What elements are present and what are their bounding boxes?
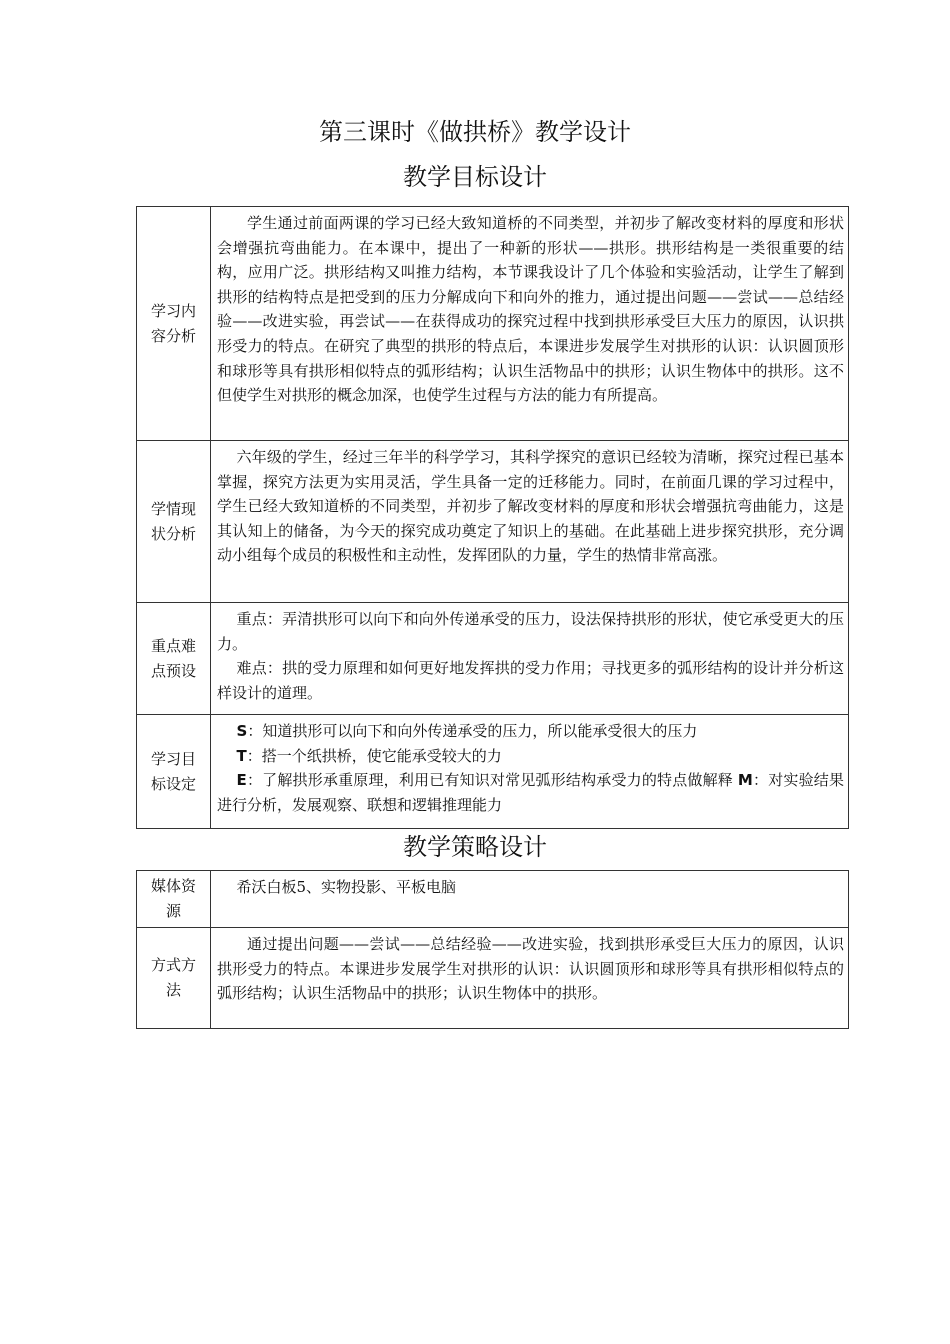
teaching-strategy-table	[136, 870, 849, 1029]
row-label-method: 方式方法	[137, 928, 211, 1029]
teaching-goals-table	[136, 206, 849, 829]
row-content-method	[211, 928, 849, 1029]
method-text: 通过提出问题——尝试——总结经验——改进实验，找到拱形承受巨大压力的原因，认识拱形受力的特点。本课进步发展学生对拱形的认识：认识圆顶形和球形等具有拱形相似特点的弧形结构；认识生活物品中的拱形；认识生物体中的拱形。	[217, 935, 844, 1003]
goal-e-m-line	[217, 768, 844, 817]
row-label-key-points: 重点难点预设	[137, 603, 211, 715]
goal-s-line	[217, 719, 844, 744]
document-title: 第三课时《做拱桥》教学设计	[319, 118, 631, 146]
goal-t-tag: T	[236, 746, 247, 765]
content-analysis-text: 学生通过前面两课的学习已经大致知道桥的不同类型，并初步了解改变材料的厚度和形状会增强抗弯曲能力。在本课中，提出了一种新的形状——拱形。拱形结构是一类很重要的结构，应用广泛。拱形结构又叫推力结构，本节课我设计了几个体验和实验活动，让学生了解到拱形的结构特点是把受到的压力分解成向下和向外的推力，通过提出问题——尝试——总结经验——改进实验，再尝试——在获得成功的探究过程中找到拱形承受巨大压力的原因，认识拱形受力的特点。在研究了典型的拱形的特点后，本课进步发展学生对拱形的认识：认识圆顶形和球形等具有拱形相似特点的弧形结构；认识生活物品中的拱形；认识生物体中的拱形。这不但使学生对拱形的概念加深，也使学生过程与方法的能力有所提高。	[217, 214, 844, 405]
row-label-media: 媒体资源	[137, 871, 211, 928]
row-label-student-analysis: 学情现状分析	[137, 441, 211, 603]
row-content-media	[211, 871, 849, 928]
row-label-goals: 学习目标设定	[137, 715, 211, 829]
student-analysis-text: 六年级的学生，经过三年半的科学学习，其科学探究的意识已经较为清晰，探究过程已基本掌握，探究方法更为实用灵活，学生具备一定的迁移能力。同时，在前面几课的学习过程中，学生已经大致知道桥的不同类型，并初步了解改变材料的厚度和形状会增强抗弯曲能力，这是其认知上的储备，为今天的探究成功奠定了知识上的基础。在此基础上进步探究拱形，充分调动小组每个成员的积极性和主动性，发挥团队的力量，学生的热情非常高涨。	[217, 448, 844, 565]
table-row	[137, 603, 849, 715]
goal-t-text: ：搭一个纸拱桥，使它能承受较大的力	[246, 746, 502, 765]
table-row	[137, 207, 849, 441]
goal-s-text: ：知道拱形可以向下和向外传递承受的压力，所以能承受很大的压力	[247, 722, 698, 740]
section-title-teaching-goals: 教学目标设计	[403, 163, 547, 191]
goal-t-line	[217, 744, 844, 769]
difficult-point-text: 难点：拱的受力原理和如何更好地发挥拱的受力作用；寻找更多的弧形结构的设计并分析这样设计的道理。	[217, 659, 844, 702]
row-content-goals	[211, 715, 849, 829]
table-row	[137, 871, 849, 928]
row-content-key-points	[211, 603, 849, 715]
goal-e-text: ：了解拱形承重原理，利用已有知识对常见弧形结构承受力的特点做解释	[246, 771, 733, 790]
goal-e-tag: E	[236, 771, 247, 790]
row-label-content-analysis: 学习内容分析	[137, 207, 211, 441]
goal-m-tag: M	[737, 771, 753, 790]
section-title-teaching-strategy: 教学策略设计	[403, 833, 547, 861]
goal-s-tag: S	[236, 722, 248, 740]
key-point-text: 重点：弄清拱形可以向下和向外传递承受的压力，设法保持拱形的形状，使它承受更大的压力。	[217, 610, 844, 653]
goal-m-text: ：对实验结果进行分析，发展观察、联想和逻辑推理能力	[217, 771, 844, 814]
row-content-content-analysis	[211, 207, 849, 441]
media-text: 希沃白板5、实物投影、平板电脑	[236, 878, 457, 896]
table-row	[137, 441, 849, 603]
row-content-student-analysis	[211, 441, 849, 603]
table-row	[137, 928, 849, 1029]
table-row	[137, 715, 849, 829]
